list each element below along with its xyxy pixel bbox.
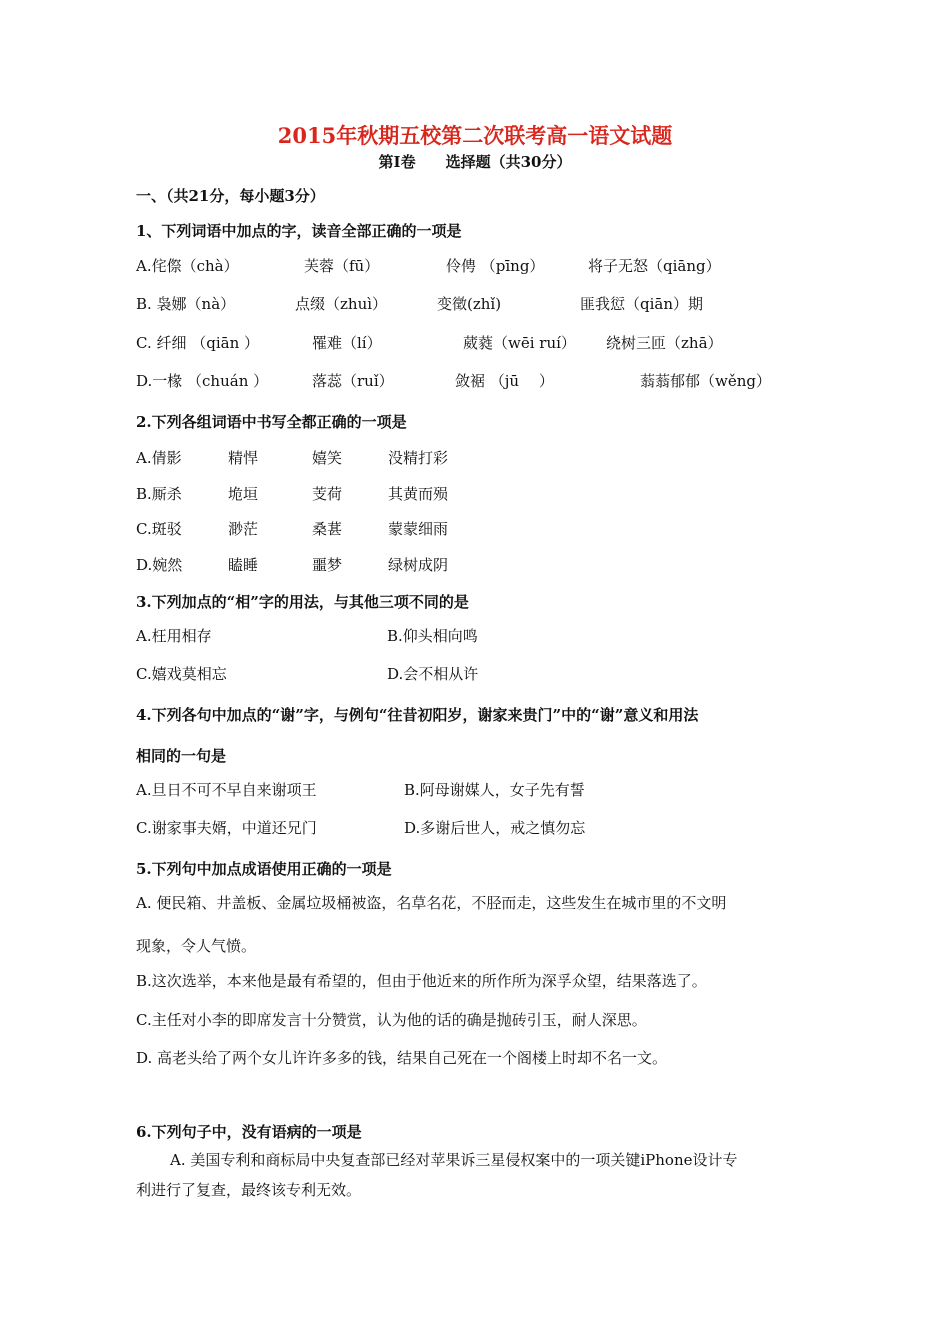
question-2-stem: 2.下列各组词语中书写全都正确的一项是 <box>136 413 407 431</box>
q5-option-c: C.主任对小李的即席发言十分赞赏，认为他的话的确是抛砖引玉，耐人深思。 <box>136 1011 647 1029</box>
q1-option-d-2: 落蕊（ruǐ） <box>312 372 394 390</box>
q6-option-a-cont: 利进行了复查，最终该专利无效。 <box>136 1181 362 1199</box>
q5-option-d: D. 高老头给了两个女儿许许多多的钱，结果自己死在一个阁楼上时却不名一文。 <box>136 1049 668 1067</box>
q2-option-c-4: 蒙蒙细雨 <box>388 520 449 538</box>
q4-option-c: C.谢家事夫婿，中道还兄门 <box>136 819 317 837</box>
q1-option-b-2: 点缀（zhuì） <box>295 295 388 313</box>
q1-option-c-2: 罹难（lí） <box>312 334 382 352</box>
q2-option-b-4: 其黄而殒 <box>388 485 449 503</box>
q2-option-c-3: 桑葚 <box>312 520 343 538</box>
q2-option-a-2: 精悍 <box>228 449 259 467</box>
q3-option-a: A.枉用相存 <box>136 627 212 645</box>
q2-option-a-3: 嬉笑 <box>312 449 343 467</box>
q5-option-b: B.这次选举，本来他是最有希望的，但由于他近来的所作所为深孚众望，结果落选了。 <box>136 972 707 990</box>
q1-option-b-3: 变徵(zhǐ) <box>437 295 502 313</box>
q4-option-b: B.阿母谢媒人，女子先有誓 <box>404 781 585 799</box>
question-4-stem: 4.下列各句中加点的“谢”字，与例句“往昔初阳岁，谢家来贵门”中的“谢”意义和用法 <box>136 706 699 724</box>
question-5-stem: 5.下列句中加点成语使用正确的一项是 <box>136 860 392 878</box>
question-4-stem-cont: 相同的一句是 <box>136 747 227 765</box>
q2-option-b-3: 芰荷 <box>312 485 343 503</box>
q2-option-d-3: 噩梦 <box>312 556 343 574</box>
q1-option-c-1: C. 纤细 （qiān ） <box>136 334 260 352</box>
paper-subtitle: 第Ⅰ卷 选择题（共30分） <box>378 153 572 171</box>
q1-option-b-4: 匪我愆（qiān）期 <box>580 295 704 313</box>
q3-option-d: D.会不相从许 <box>387 665 479 683</box>
q2-option-b-2: 垝垣 <box>228 485 259 503</box>
q4-option-a: A.旦日不可不早自来谢项王 <box>136 781 317 799</box>
q1-option-c-4: 绕树三匝（zhā） <box>606 334 723 352</box>
question-1-stem: 1、下列词语中加点的字，读音全部正确的一项是 <box>136 222 462 240</box>
q1-option-a-4: 将子无怒（qiāng） <box>588 257 721 275</box>
q1-option-a-1: A.侘傺（chà） <box>136 257 239 275</box>
question-6-stem: 6.下列句子中，没有语病的一项是 <box>136 1123 362 1141</box>
q1-option-d-3: 敛裾 （jū ） <box>455 372 554 390</box>
q3-option-b: B.仰头相向鸣 <box>387 627 478 645</box>
q2-option-d-1: D.婉然 <box>136 556 183 574</box>
q1-option-c-3: 葳蕤（wēi ruí） <box>463 334 576 352</box>
q5-option-a: A. 便民箱、井盖板、金属垃圾桶被盗，名草名花，不胫而走，这些发生在城市里的不文明 <box>136 894 727 912</box>
q1-option-d-4: 蓊蓊郁郁（wěng） <box>640 372 771 390</box>
q5-option-a-cont: 现象，令人气愤。 <box>136 937 257 955</box>
q1-option-a-3: 伶俜 （pīng） <box>446 257 545 275</box>
q4-option-d: D.多谢后世人，戒之慎勿忘 <box>404 819 586 837</box>
q2-option-d-4: 绿树成阴 <box>388 556 449 574</box>
q3-option-c: C.嬉戏莫相忘 <box>136 665 227 683</box>
page-title: 2015年秋期五校第二次联考高一语文试题 <box>277 123 673 148</box>
q2-option-c-2: 渺茫 <box>228 520 259 538</box>
q6-option-a: A. 美国专利和商标局中央复查部已经对苹果诉三星侵权案中的一项关键iPhone设计专 <box>170 1151 738 1169</box>
section-heading: 一、（共21分，每小题3分） <box>136 187 325 205</box>
q1-option-b-1: B. 袅娜（nà） <box>136 295 236 313</box>
q2-option-a-1: A.倩影 <box>136 449 182 467</box>
q1-option-d-1: D.一椽 （chuán ） <box>136 372 269 390</box>
q1-option-a-2: 芙蓉（fū） <box>304 257 380 275</box>
q2-option-c-1: C.斑驳 <box>136 520 182 538</box>
q2-option-b-1: B.厮杀 <box>136 485 182 503</box>
q2-option-d-2: 瞌睡 <box>228 556 259 574</box>
q2-option-a-4: 没精打彩 <box>388 449 449 467</box>
question-3-stem: 3.下列加点的“相”字的用法，与其他三项不同的是 <box>136 593 469 611</box>
